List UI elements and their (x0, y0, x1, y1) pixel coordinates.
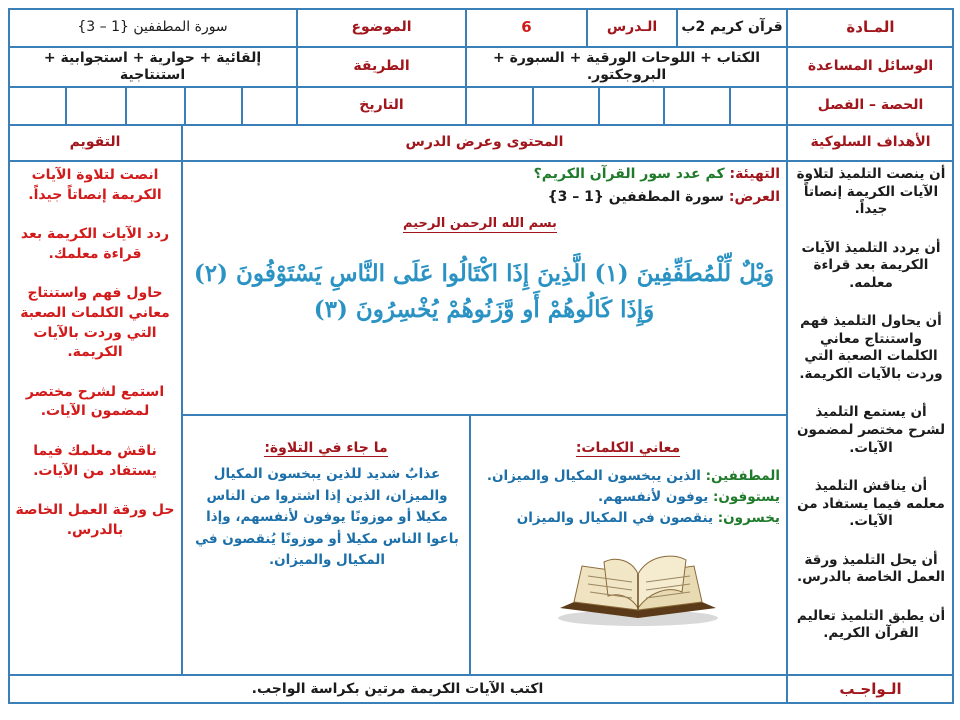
method-value: إلقائية + حوارية + استجوابية + استنتاجية (8, 47, 297, 87)
evaluation-list (14, 166, 176, 560)
list-item: أن يطبق التلميذ تعاليم القرآن الكريم. (796, 607, 946, 642)
open-quran-book-icon (552, 552, 722, 628)
aids-label: الوسائل المساعدة (787, 47, 954, 87)
list-item: أن يستمع التلميذ لشرح مختصر لمضمون الآيات. (796, 404, 946, 456)
lesson-label: الـدرس (587, 8, 677, 47)
lesson-value: 6 (466, 8, 587, 47)
list-item: أن يناقش التلميذ معلمه فيما يستفاد من الآيات. (797, 478, 945, 530)
date-cell-4[interactable] (66, 87, 126, 125)
class-cell-1[interactable] (730, 87, 787, 125)
evaluation-heading: التقويم (8, 125, 182, 161)
topic-value: سورة المطففين {1 – 3} (8, 8, 297, 47)
list-item: أن يحاول التلميذ فهم واستنتاج معاني الكلمات الصعبة التي وردت بالآيات الكريمة. (799, 313, 943, 382)
list-item: استمع لشرح مختصر لمضمون الآيات. (25, 383, 165, 420)
subject-label: المـادة (787, 8, 954, 47)
list-item: ردد الآيات الكريمة بعد قراءة معلمك. (20, 226, 170, 262)
date-label: التاريخ (297, 87, 466, 125)
objectives-heading: الأهداف السلوكية (787, 125, 954, 161)
homework-label: الـواجـب (787, 675, 954, 704)
date-cell-5[interactable] (8, 87, 66, 125)
meaning-text: يوفون لأنفسهم. (598, 488, 709, 505)
meaning-word: يخسرون: (717, 509, 780, 526)
list-item: حاول فهم واستنتاج معاني الكلمات الصعبة التي وردت بالآيات الكريمة. (20, 285, 170, 361)
quran-verses: وَيْلٌ لِّلْمُطَفِّفِينَ (١) الَّذِينَ إِذَا اكْتَالُوا عَلَى النَّاسِ يَسْتَوْفُونَ (٢) وَإِذَا كَالُوهُمْ أَو وَّزَنُوهُمْ يُخْسِرُونَ (٣) (193, 260, 775, 323)
objectives-list (795, 166, 947, 664)
meanings-title: معاني الكلمات: (575, 440, 681, 456)
meanings-list (478, 466, 780, 529)
presentation-line (420, 189, 780, 205)
meaning-text: الذين يبخسون المكيال والميزان. (486, 468, 701, 484)
list-item: أن يحل التلميذ ورقة العمل الخاصة بالدرس. (796, 551, 946, 586)
class-cell-3[interactable] (599, 87, 664, 125)
meaning-word: يستوفون: (712, 488, 780, 505)
date-cell-3[interactable] (126, 87, 185, 125)
date-cell-1[interactable] (242, 87, 297, 125)
method-label: الطريقة (297, 47, 466, 87)
aids-value: الكتاب + اللوحات الورقية + السبورة + البروجكتور. (466, 47, 787, 87)
intro-line (420, 166, 780, 182)
class-cell-4[interactable] (533, 87, 599, 125)
presentation-text: سورة المطففين {1 – 3} (547, 189, 725, 205)
meaning-row (478, 508, 780, 529)
content-heading: المحتوى وعرض الدرس (182, 125, 787, 161)
meaning-text: ينقصون في المكيال والميزان (516, 509, 714, 526)
homework-text: اكتب الآيات الكريمة مرتين بكراسة الواجب. (8, 675, 787, 704)
class-label: الحصة – الفصل (787, 87, 954, 125)
subject-value: قرآن كريم 2ب (677, 8, 787, 47)
class-cell-5[interactable] (466, 87, 533, 125)
meaning-row (478, 487, 780, 508)
date-cell-2[interactable] (185, 87, 242, 125)
intro-text: كم عدد سور القرآن الكريم؟ (533, 166, 725, 182)
class-cell-2[interactable] (664, 87, 730, 125)
list-item: حل ورقة العمل الخاصة بالدرس. (15, 502, 175, 538)
meaning-word: المطففين: (705, 468, 780, 484)
intro-label: التهيئة: (729, 166, 780, 182)
summary-title: ما جاء في التلاوة: (264, 440, 388, 456)
list-item: انصت لتلاوة الآيات الكريمة إنصاتاً جيداً. (28, 167, 162, 203)
list-item: أن ينصت التلميذ لتلاوة الآيات الكريمة إنصاتاً جيداً. (796, 166, 946, 218)
presentation-label: العرض: (728, 189, 780, 205)
list-item: ناقش معلمك فيما يستفاد من الآيات. (33, 442, 157, 479)
basmala: بسم الله الرحمن الرحيم (403, 216, 557, 231)
list-item: أن يردد التلميذ الآيات الكريمة بعد قراءة معلمه. (801, 239, 941, 291)
topic-label: الموضوع (297, 8, 466, 47)
summary-text: عذابٌ شديد للذين يبخسون المكيال والميزان، الذين إذا اشتروا من الناس مكيلا أو موزونًا يوفون لأنفسهم، وإذا باعوا الناس مكيلا أو موزونًا يُنقصون في المكيال والميزان. (195, 466, 459, 569)
meaning-row (478, 466, 780, 487)
